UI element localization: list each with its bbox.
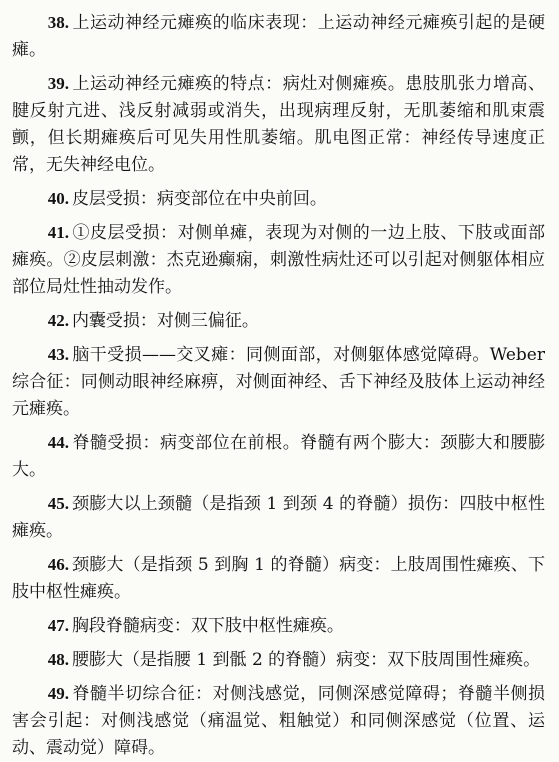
- entry-text: 上运动神经元瘫痪的临床表现：上运动神经元瘫痪引起的是硬瘫。: [12, 13, 545, 60]
- entry-41: [12, 219, 545, 301]
- entry-38: [12, 9, 545, 64]
- entry-text: 内囊受损：对侧三偏征。: [71, 311, 259, 331]
- entry-49: [12, 680, 545, 762]
- entry-number: 40.: [47, 189, 69, 208]
- entry-text: 胸段脊髓病变：双下肢中枢性瘫痪。: [71, 616, 344, 636]
- entry-number: 39.: [47, 74, 69, 93]
- entry-text: 脑干受损——交叉瘫：同侧面部，对侧躯体感觉障碍。Weber 综合征：同侧动眼神经麻痹，对侧面神经、舌下神经及肢体上运动神经元瘫痪。: [12, 345, 545, 419]
- entry-text: 皮层受损：病变部位在中央前回。: [71, 189, 327, 209]
- entry-48: [12, 646, 545, 674]
- entry-47: [12, 612, 545, 640]
- entry-40: [12, 185, 545, 213]
- entry-number: 38.: [47, 13, 69, 32]
- entry-number: 47.: [47, 616, 69, 635]
- entry-text: 脊髓受损：病变部位在前根。脊髓有两个膨大：颈膨大和腰膨大。: [12, 433, 545, 480]
- entry-number: 49.: [47, 684, 69, 703]
- entry-42: [12, 307, 545, 335]
- entry-text: 腰膨大（是指腰 1 到骶 2 的脊髓）病变：双下肢周围性瘫痪。: [71, 650, 541, 670]
- entry-text: 颈膨大以上颈髓（是指颈 1 到颈 4 的脊髓）损伤：四肢中枢性瘫痪。: [12, 494, 545, 541]
- entry-text: 上运动神经元瘫痪的特点：病灶对侧瘫痪。患肢肌张力增高、腱反射亢进、浅反射减弱或消失，出现病理反射，无肌萎缩和肌束震颤，但长期瘫痪后可见失用性肌萎缩。肌电图正常：神经传导速度正常，无失神经电位。: [12, 74, 545, 175]
- entry-number: 48.: [47, 650, 69, 669]
- entry-39: [12, 70, 545, 179]
- entry-number: 42.: [47, 311, 69, 330]
- entry-number: 45.: [47, 494, 69, 513]
- entry-text: 颈膨大（是指颈 5 到胸 1 的脊髓）病变：上肢周围性瘫痪、下肢中枢性瘫痪。: [12, 555, 545, 602]
- entry-text: ①皮层受损：对侧单瘫，表现为对侧的一边上肢、下肢或面部瘫痪。②皮层刺激：杰克逊癫痫，刺激性病灶还可以引起对侧躯体相应部位局灶性抽动发作。: [12, 223, 545, 297]
- entry-number: 46.: [47, 555, 69, 574]
- entry-45: [12, 490, 545, 545]
- entry-text: 脊髓半切综合征：对侧浅感觉，同侧深感觉障碍；脊髓半侧损害会引起：对侧浅感觉（痛温觉、粗触觉）和同侧深感觉（位置、运动、震动觉）障碍。: [12, 684, 545, 758]
- entry-43: [12, 341, 545, 423]
- entry-number: 43.: [47, 345, 69, 364]
- entry-44: [12, 429, 545, 484]
- entry-46: [12, 551, 545, 606]
- entry-number: 44.: [47, 433, 69, 452]
- entry-number: 41.: [47, 223, 69, 242]
